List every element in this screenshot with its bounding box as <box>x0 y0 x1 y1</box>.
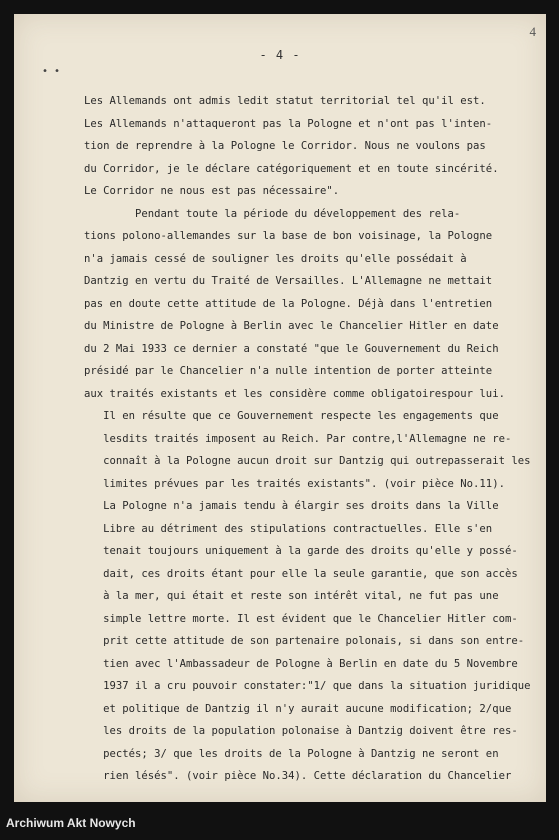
text-line: lesdits traités imposent au Reich. Par contre,l'Allemagne ne re- <box>84 432 512 445</box>
text-line: tenait toujours uniquement à la garde des droits qu'elle y possé- <box>84 545 518 557</box>
text-line: 1937 il a cru pouvoir constater:"1/ que dans la situation juridique <box>84 680 531 692</box>
text-line: pectés; 3/ que les droits de la Pologne à Dantzig ne seront en <box>84 747 499 760</box>
archive-name: Archiwum Akt Nowych <box>6 816 136 830</box>
text-line: La Pologne n'a jamais tendu à élargir ses droits dans la Ville <box>84 500 499 512</box>
text-line: tions polono-allemandes sur la base de bon voisinage, la Pologne <box>84 230 493 242</box>
text-line: aux traités existants et les considère comme obligatoirespour lui. <box>84 387 505 400</box>
archive-footer <box>0 802 559 840</box>
folio-mark: 4 <box>529 24 536 39</box>
text-line: connaît à la Pologne aucun droit sur Dantzig qui outrepasserait les <box>84 455 531 467</box>
text-line: et politique de Dantzig il n'y aurait aucune modification; 2/que <box>84 702 512 715</box>
text-line: du 2 Mai 1933 ce dernier a constaté "que le Gouvernement du Reich <box>84 342 499 355</box>
text-line: tion de reprendre à la Pologne le Corridor. Nous ne voulons pas <box>84 140 486 152</box>
text-line: Le Corridor ne nous est pas nécessaire". <box>84 185 340 197</box>
page-number: - 4 - <box>259 48 301 62</box>
text-line: Libre au détriment des stipulations contractuelles. Elle s'en <box>84 522 493 535</box>
text-line: tien avec l'Ambassadeur de Pologne à Berlin en date du 5 Novembre <box>84 657 518 670</box>
text-line: Pendant toute la période du développement des rela- <box>84 207 461 220</box>
document-page <box>14 14 546 802</box>
typed-text-body <box>84 90 544 788</box>
text-line: du Ministre de Pologne à Berlin avec le Chancelier Hitler en date <box>84 320 499 332</box>
text-line: Les Allemands ont admis ledit statut territorial tel qu'il est. <box>84 95 486 107</box>
text-line: présidé par le Chancelier n'a nulle intention de porter atteinte <box>84 365 493 377</box>
text-line: du Corridor, je le déclare catégoriquement et en toute sincérité. <box>84 162 499 175</box>
text-line: à la mer, qui était et reste son intérêt vital, ne fut pas une <box>84 590 499 602</box>
text-line: prit cette attitude de son partenaire polonais, si dans son entre- <box>84 635 525 647</box>
text-line: Les Allemands n'attaqueront pas la Pologne et n'ont pas l'inten- <box>84 117 493 130</box>
margin-dots: • • <box>42 66 61 77</box>
text-line: Il en résulte que ce Gouvernement respecte les engagements que <box>84 410 499 422</box>
text-line: Dantzig en vertu du Traité de Versailles. L'Allemagne ne mettait <box>84 275 493 287</box>
text-line: pas en doute cette attitude de la Pologne. Déjà dans l'entretien <box>84 297 493 310</box>
text-line: simple lettre morte. Il est évident que le Chancelier Hitler com- <box>84 612 518 625</box>
text-line: rien lésés". (voir pièce No.34). Cette déclaration du Chancelier <box>84 770 512 782</box>
text-line: dait, ces droits étant pour elle la seule garantie, que son accès <box>84 567 518 580</box>
text-line: limites prévues par les traités existants". (voir pièce No.11). <box>84 477 505 490</box>
text-line: les droits de la population polonaise à Dantzig doivent être res- <box>84 725 518 737</box>
text-line: n'a jamais cessé de souligner les droits qu'elle possédait à <box>84 252 467 265</box>
